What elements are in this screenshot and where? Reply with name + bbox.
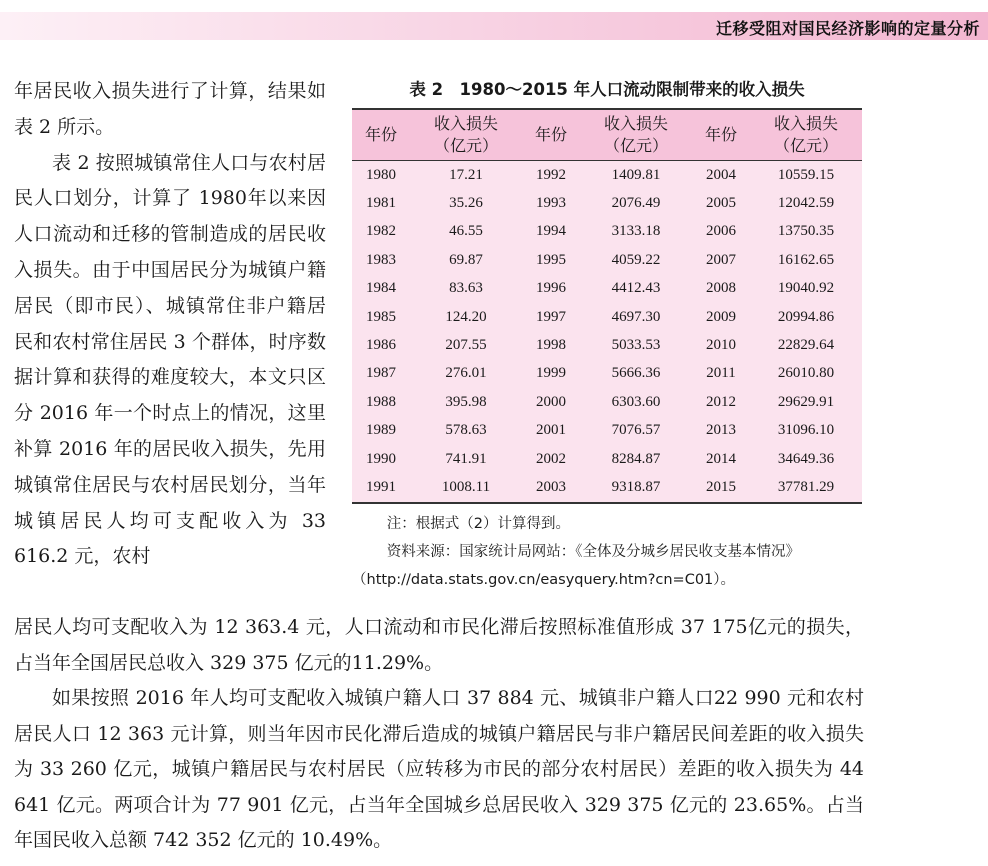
loss-cell: 26010.80 — [777, 365, 835, 382]
year-cell: 1995 — [536, 251, 566, 268]
loss-cell: 741.91 — [445, 450, 487, 467]
header-year: 年份 — [692, 109, 750, 161]
year-cell: 1994 — [536, 223, 566, 240]
header-year: 年份 — [522, 109, 580, 161]
loss-cell: 10559.15 — [777, 166, 835, 183]
year-cell: 1982 — [366, 223, 396, 240]
year-cell: 1992 — [536, 166, 566, 183]
loss-cell: 395.98 — [445, 393, 487, 410]
year-cell: 1999 — [536, 365, 566, 382]
header-loss: 收入损失 （亿元） — [580, 109, 692, 161]
year-cell: 2001 — [536, 422, 566, 439]
loss-cell: 4697.30 — [611, 308, 661, 325]
table-row — [352, 445, 862, 473]
loss-cell: 37781.29 — [777, 478, 835, 495]
year-cell: 1985 — [366, 308, 396, 325]
year-cell: 2010 — [706, 337, 736, 354]
loss-cell: 46.55 — [449, 223, 483, 240]
loss-cell: 4059.22 — [611, 251, 661, 268]
year-cell: 2004 — [706, 166, 736, 183]
table-row — [352, 161, 862, 190]
table-row — [352, 473, 862, 502]
year-cell: 2003 — [536, 478, 566, 495]
paragraph: 居民人均可支配收入为 12 363.4 元，人口流动和市民化滞后按照标准值形成 37 175亿元的损失，占当年全国居民总收入 329 375 亿元的11.29%。 — [14, 616, 864, 674]
table-row — [352, 189, 862, 217]
table-note: 注：根据式（2）计算得到。 — [386, 516, 571, 532]
table-caption: 表 2 1980～2015 年人口流动限制带来的收入损失 — [409, 80, 805, 99]
loss-cell: 29629.91 — [777, 393, 835, 410]
table-row — [352, 246, 862, 274]
year-cell: 2009 — [706, 308, 736, 325]
loss-cell: 35.26 — [449, 195, 483, 212]
year-cell: 2013 — [706, 422, 736, 439]
year-cell: 2006 — [706, 223, 736, 240]
year-cell: 1988 — [366, 393, 396, 410]
loss-cell: 13750.35 — [777, 223, 835, 240]
loss-cell: 578.63 — [445, 422, 487, 439]
loss-cell: 2076.49 — [611, 195, 661, 212]
year-cell: 1996 — [536, 280, 566, 297]
paragraph: 表 2 按照城镇常住人口与农村居民人口划分，计算了 1980年以来因人口流动和迁移的管制造成的居民收入损失。由于中国居民分为城镇户籍居民（即市民）、城镇常住非户籍居民和农村常住居民 3 个群体，时序数据计算和获得的难度较大，本文只区分 2016 年一个时点上的情况，这里补算 2016 年的居民收入损失，先用城镇常住居民与农村居民划分，当年城镇居民人均可支配收入为 33 616.2 元，农村 — [14, 151, 326, 568]
loss-cell: 8284.87 — [611, 450, 661, 467]
loss-cell: 1409.81 — [611, 166, 661, 183]
table-row — [352, 360, 862, 388]
loss-cell: 34649.36 — [777, 450, 835, 467]
loss-cell: 3133.18 — [611, 223, 661, 240]
table-notes — [352, 510, 862, 594]
year-cell: 1980 — [366, 166, 396, 183]
year-cell: 2002 — [536, 450, 566, 467]
running-title: 迁移受阻对国民经济影响的定量分析 — [715, 19, 980, 38]
year-cell: 2008 — [706, 280, 736, 297]
year-cell: 1998 — [536, 337, 566, 354]
loss-cell: 12042.59 — [777, 195, 835, 212]
loss-cell: 69.87 — [449, 251, 483, 268]
header-year: 年份 — [352, 109, 410, 161]
table-row — [352, 275, 862, 303]
year-cell: 2007 — [706, 251, 736, 268]
loss-cell: 207.55 — [445, 337, 487, 354]
income-loss-table — [352, 108, 862, 504]
year-cell: 1981 — [366, 195, 396, 212]
loss-cell: 5033.53 — [611, 337, 661, 354]
year-cell: 1990 — [366, 450, 396, 467]
loss-cell: 5666.36 — [611, 365, 661, 382]
year-cell: 2011 — [706, 365, 736, 382]
loss-cell: 22829.64 — [777, 337, 835, 354]
header-loss: 收入损失 （亿元） — [410, 109, 522, 161]
loss-cell: 124.20 — [445, 308, 487, 325]
year-cell: 1983 — [366, 251, 396, 268]
loss-cell: 4412.43 — [611, 280, 661, 297]
table-row — [352, 218, 862, 246]
loss-cell: 17.21 — [449, 166, 483, 183]
loss-cell: 9318.87 — [611, 478, 661, 495]
loss-cell: 1008.11 — [441, 478, 491, 495]
year-cell: 2015 — [706, 478, 736, 495]
loss-cell: 7076.57 — [611, 422, 661, 439]
year-cell: 1984 — [366, 280, 396, 297]
year-cell: 1987 — [366, 365, 396, 382]
data-source: 资料来源：国家统计局网站：《全体及分城乡居民收支基本情况》（http://data.stats.gov.cn/easyquery.htm?cn=C01）。 — [352, 544, 801, 588]
table-body — [352, 161, 862, 503]
year-cell: 2000 — [536, 393, 566, 410]
year-cell: 1997 — [536, 308, 566, 325]
table-row — [352, 388, 862, 416]
year-cell: 2012 — [706, 393, 736, 410]
paragraph: 如果按照 2016 年人均可支配收入城镇户籍人口 37 884 元、城镇非户籍人口22 990 元和农村居民人口 12 363 元计算，则当年因市民化滞后造成的城镇户籍居民与非户籍居民间差距的收入损失为 33 260 亿元，城镇户籍居民与农村居民（应转移为市民的部分农村居民）差距的收入损失为 44 641 亿元。两项合计为 77 901 亿元，占当年全国城乡总居民收入 329 375 亿元的 23.65%。占当年国民收入总额 742 352 亿元的 10.49%。 — [14, 687, 864, 851]
loss-cell: 31096.10 — [777, 422, 835, 439]
loss-cell: 83.63 — [449, 280, 483, 297]
paragraph: 年居民收入损失进行了计算，结果如表 2 所示。 — [14, 80, 326, 138]
loss-cell: 6303.60 — [611, 393, 661, 410]
year-cell: 1986 — [366, 337, 396, 354]
loss-cell: 20994.86 — [777, 308, 835, 325]
left-column-text — [14, 74, 326, 575]
table-row — [352, 417, 862, 445]
header-loss: 收入损失 （亿元） — [750, 109, 862, 161]
table-row — [352, 303, 862, 331]
year-cell: 2014 — [706, 450, 736, 467]
loss-cell: 19040.92 — [777, 280, 835, 297]
year-cell: 1989 — [366, 422, 396, 439]
year-cell: 1993 — [536, 195, 566, 212]
loss-cell: 16162.65 — [777, 251, 835, 268]
year-cell: 2005 — [706, 195, 736, 212]
full-width-text — [14, 610, 864, 859]
table-row — [352, 331, 862, 359]
loss-cell: 276.01 — [445, 365, 487, 382]
table-header-row — [352, 109, 862, 161]
year-cell: 1991 — [366, 478, 396, 495]
